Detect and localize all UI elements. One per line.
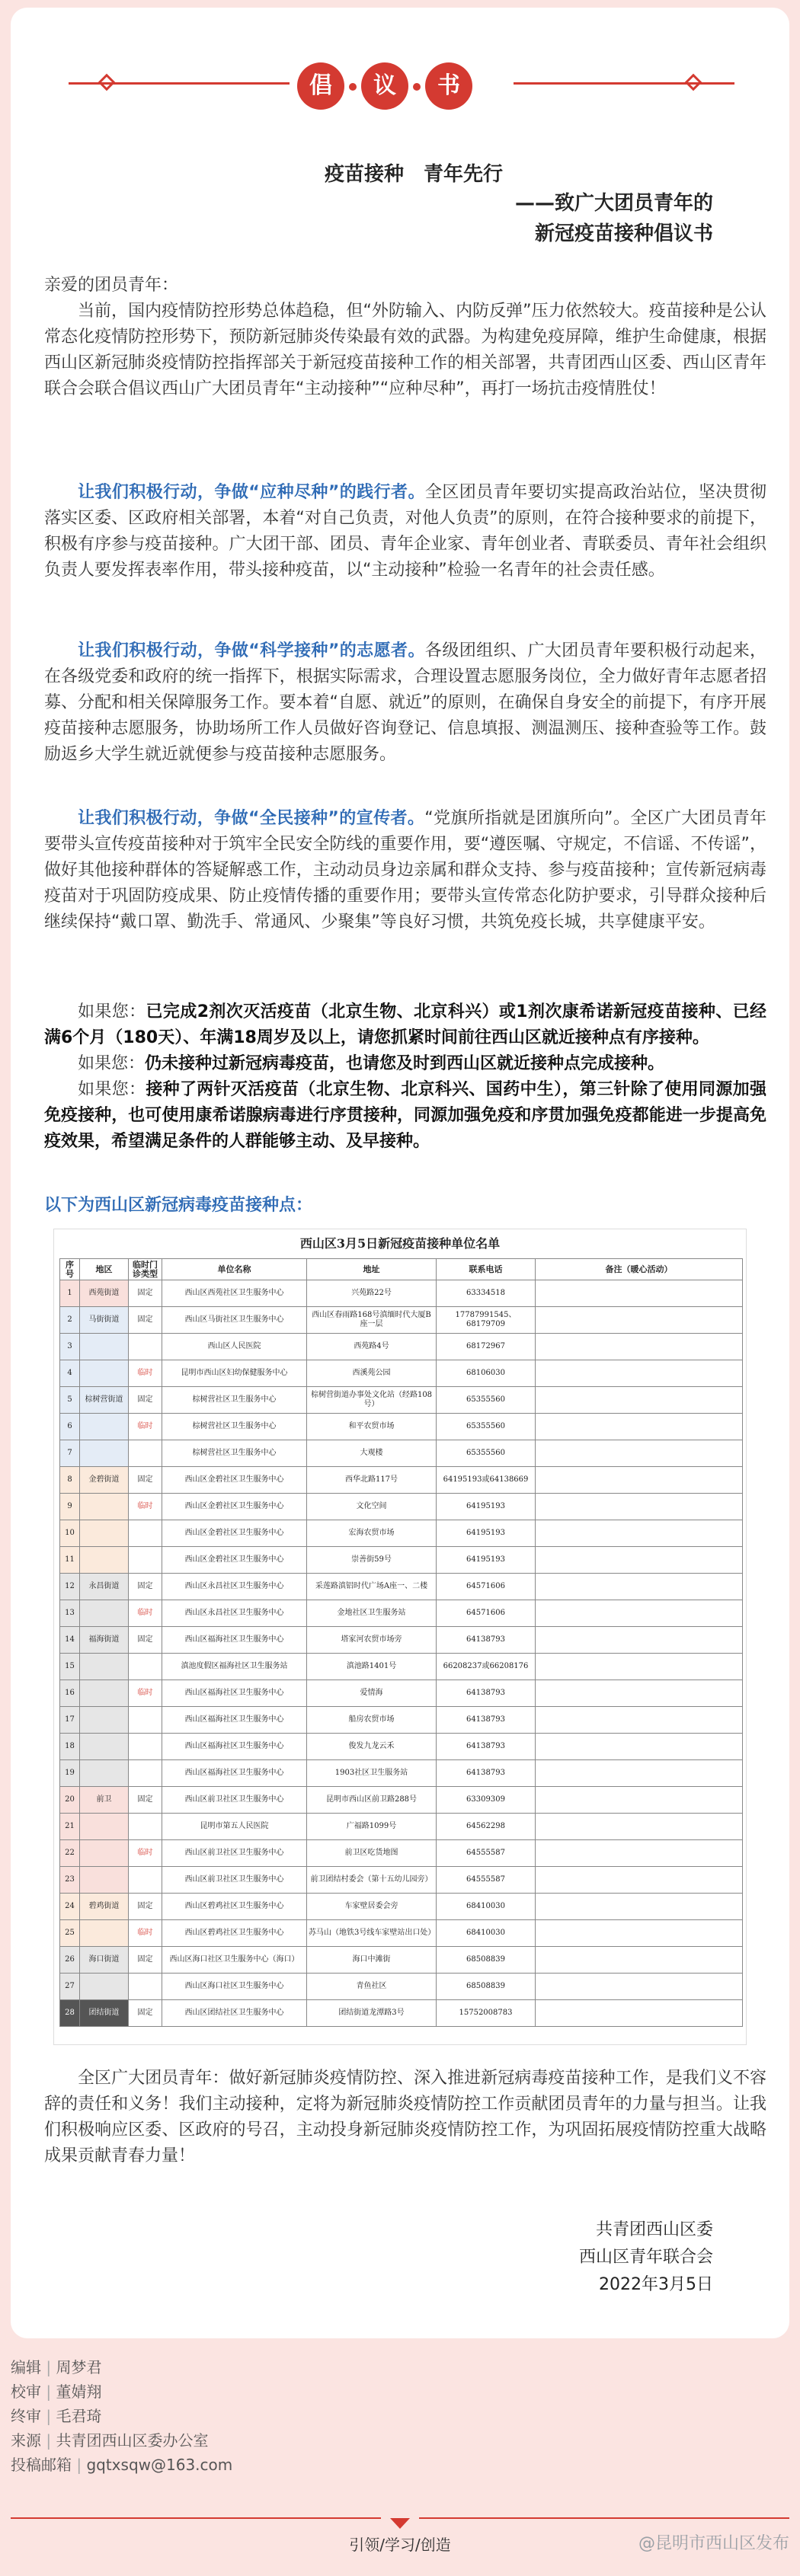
table-cell: 永昌街道 (80, 1574, 129, 1600)
table-cell: 24 (60, 1894, 80, 1920)
table-cell: 10 (60, 1520, 80, 1547)
table-cell: 海口中滩街 (307, 1947, 437, 1974)
table-cell: 西山区海口社区卫生服务中心（海口） (162, 1947, 307, 1974)
table-cell: 西溪苑公园 (307, 1360, 437, 1387)
table-cell: 西山区金碧社区卫生服务中心 (162, 1547, 307, 1574)
table-cell (80, 1814, 129, 1840)
table-cell: 前卫团结村委会（第十五幼儿园旁） (307, 1867, 437, 1894)
table-cell (536, 1734, 743, 1760)
table-cell (536, 1787, 743, 1814)
table-cell (536, 1547, 743, 1574)
table-cell: 金地社区卫生服务站 (307, 1600, 437, 1627)
table-cell: 64555587 (437, 1867, 536, 1894)
table-header-cell: 联系电话 (437, 1259, 536, 1280)
table-cell (536, 1440, 743, 1467)
table-cell: 18 (60, 1734, 80, 1760)
table-cell: 青鱼社区 (307, 1974, 437, 2000)
bottom-rule-left (11, 2517, 381, 2519)
table-cell (129, 1707, 162, 1734)
signature-date: 2022年3月5日 (599, 2275, 713, 2294)
table-cell: 西山区团结社区卫生服务中心 (162, 2000, 307, 2027)
initiative-3-text: “党旗所指就是团旗所向”。全区广大团员青年要带头宣传疫苗接种对于筑牢全民安全防线的重要作用，要“遵医嘱、守规定，不信谣、不传谣”，做好其他接种群体的答疑解惑工作，主动动员身边亲属和群众支持、参与疫苗接种；宣传新冠病毒疫苗对于巩固防疫成果、防止疫情传播的重要作用；要带头宣传常态化防护要求，引导群众接种后继续保持“戴口罩、勤洗手、常通风、少聚集”等良好习惯，共筑免疫长城，共享健康平安。 (44, 809, 767, 932)
table-cell: 固定 (129, 1894, 162, 1920)
table-cell: 15752008783 (437, 2000, 536, 2027)
table-cell: 宏海农贸市场 (307, 1520, 437, 1547)
table-cell (536, 1494, 743, 1520)
table-cell (536, 2000, 743, 2027)
table-cell: 西山区金碧社区卫生服务中心 (162, 1467, 307, 1494)
table-cell (536, 1894, 743, 1920)
table-row (60, 1387, 743, 1414)
table-cell: 西山区西苑社区卫生服务中心 (162, 1280, 307, 1307)
table-cell (129, 1334, 162, 1360)
table-row (60, 1734, 743, 1760)
table-cell: 塔家河农贸市场旁 (307, 1627, 437, 1654)
table-cell (80, 1360, 129, 1387)
table-cell (80, 1974, 129, 2000)
table-cell: 西山区人民医院 (162, 1334, 307, 1360)
table-cell: 西山区碧鸡社区卫生服务中心 (162, 1894, 307, 1920)
closing (44, 2066, 766, 2169)
table-cell: 马街街道 (80, 1307, 129, 1334)
table-cell: 68172967 (437, 1334, 536, 1360)
table-cell: 滇池路1401号 (307, 1654, 437, 1680)
table-row (60, 2000, 743, 2027)
doc-subtitle-line2: 新冠疫苗接种倡议书 (534, 222, 713, 245)
conditions (44, 999, 766, 1155)
table-cell: 64562298 (437, 1814, 536, 1840)
table-cell: 棕树营社区卫生服务中心 (162, 1387, 307, 1414)
table-row (60, 1840, 743, 1867)
table-cell (536, 1814, 743, 1840)
table-cell: 68106030 (437, 1360, 536, 1387)
table-cell: 西山区永昌社区卫生服务中心 (162, 1600, 307, 1627)
table-cell: 固定 (129, 1574, 162, 1600)
table-cell: 团结街道 (80, 2000, 129, 2027)
table-cell: 64138793 (437, 1760, 536, 1787)
initiative-3 (44, 806, 766, 935)
table-cell (129, 1654, 162, 1680)
table-cell: 西山区福海社区卫生服务中心 (162, 1760, 307, 1787)
table-cell: 文化空间 (307, 1494, 437, 1520)
table-header-cell: 临时门诊类型 (129, 1259, 162, 1280)
table-cell: 固定 (129, 1787, 162, 1814)
table-cell: 西苑街道 (80, 1280, 129, 1307)
table-cell: 西华北路117号 (307, 1467, 437, 1494)
table-header-row (60, 1259, 743, 1280)
table-row (60, 1360, 743, 1387)
table-row (60, 1867, 743, 1894)
table-cell: 65355560 (437, 1414, 536, 1440)
initiative-1 (44, 480, 766, 583)
table-cell: 西山区前卫社区卫生服务中心 (162, 1867, 307, 1894)
table-cell: 西山区福海社区卫生服务中心 (162, 1680, 307, 1707)
table-row (60, 1627, 743, 1654)
table-cell (80, 1760, 129, 1787)
table-cell: 和平农贸市场 (307, 1414, 437, 1440)
content-card (11, 8, 789, 2338)
table-cell (80, 1654, 129, 1680)
table-cell: 固定 (129, 1467, 162, 1494)
closing-paragraph: 全区广大团员青年：做好新冠肺炎疫情防控、深入推进新冠病毒疫苗接种工作，是我们义不容辞的责任和义务！我们主动接种，定将为新冠肺炎疫情防控工作贡献团员青年的力量与担当。让我们积极响应区委、区政府的号召，主动投身新冠肺炎疫情防控工作，为巩固拓展疫情防控重大战略成果贡献青春力量！ (44, 2069, 766, 2165)
table-header-cell: 地区 (80, 1259, 129, 1280)
table-cell (129, 1760, 162, 1787)
table-cell: 固定 (129, 1627, 162, 1654)
table-cell: 西苑路4号 (307, 1334, 437, 1360)
table-cell (536, 1654, 743, 1680)
table-row (60, 1760, 743, 1787)
table-cell: 11 (60, 1547, 80, 1574)
table-cell: 棕树营街道 (80, 1387, 129, 1414)
table-cell (80, 1600, 129, 1627)
table-cell: 昆明市西山区妇幼保健服务中心 (162, 1360, 307, 1387)
condition-2: 如果您：仍未接种过新冠病毒疫苗，也请您及时到西山区就近接种点完成接种。 (78, 1054, 665, 1073)
table-cell (80, 1547, 129, 1574)
banner-char-3: 书 (425, 62, 472, 110)
table-row (60, 1787, 743, 1814)
table-cell: 9 (60, 1494, 80, 1520)
table-row (60, 1494, 743, 1520)
table-cell: 固定 (129, 1947, 162, 1974)
table-cell: 27 (60, 1974, 80, 2000)
signature-org1: 共青团西山区委 (595, 2220, 713, 2239)
table-header-cell: 序号 (60, 1259, 80, 1280)
table-cell: 西山区前卫社区卫生服务中心 (162, 1787, 307, 1814)
banner-char-1: 倡 (297, 62, 344, 110)
table-cell: 15 (60, 1654, 80, 1680)
table-cell (80, 1840, 129, 1867)
table-cell (129, 1520, 162, 1547)
table-cell: 西山区金碧社区卫生服务中心 (162, 1520, 307, 1547)
banner-diamond-icon-right (685, 74, 702, 91)
table-cell: 64138793 (437, 1707, 536, 1734)
table-cell: 大观楼 (307, 1440, 437, 1467)
credit-proof: 校审 | 董婧翔 (11, 2383, 102, 2401)
table-row (60, 1974, 743, 2000)
table-cell: 1903社区卫生服务站 (307, 1760, 437, 1787)
table-cell (80, 1920, 129, 1947)
table-row (60, 1334, 743, 1360)
table-cell (80, 1414, 129, 1440)
table-cell (536, 1974, 743, 2000)
table-cell: 20 (60, 1787, 80, 1814)
table-cell: 固定 (129, 1280, 162, 1307)
table-cell (536, 1467, 743, 1494)
vaccination-site-table (59, 1258, 743, 2027)
table-cell: 1 (60, 1280, 80, 1307)
table-row (60, 1707, 743, 1734)
table-cell: 西山区永昌社区卫生服务中心 (162, 1574, 307, 1600)
table-row (60, 1654, 743, 1680)
table-cell (536, 1867, 743, 1894)
table-cell (129, 1814, 162, 1840)
table-cell: 棕树营街道办事处文化站（经路108号） (307, 1387, 437, 1414)
triangle-down-icon (390, 2518, 410, 2529)
table-row (60, 1440, 743, 1467)
table-cell (80, 1334, 129, 1360)
table-cell: 临时 (129, 1840, 162, 1867)
table-cell: 17 (60, 1707, 80, 1734)
table-cell (536, 1280, 743, 1307)
table-cell (80, 1440, 129, 1467)
doc-title: 疫苗接种 青年先行 (325, 163, 504, 186)
table-cell (80, 1734, 129, 1760)
table-cell (80, 1680, 129, 1707)
bottom-slogan: 引领/学习/创造 (349, 2536, 451, 2554)
intro-paragraph: 当前，国内疫情防控形势总体趋稳，但“外防输入、内防反弹”压力依然较大。疫苗接种是公认常态化疫情防控形势下，预防新冠肺炎传染最有效的武器。为构建免疫屏障，维护生命健康，根据西山区新冠肺炎疫情防控指挥部关于新冠疫苗接种工作的相关部署，共青团西山区委、西山区青年联合会联合倡议西山广大团员青年“主动接种”“应种尽种”，再打一场抗击疫情胜仗！ (44, 302, 766, 398)
condition-1: 如果您：已完成2剂次灭活疫苗（北京生物、北京科兴）或1剂次康希诺新冠疫苗接种、已经满6个月（180天）、年满18周岁及以上，请您抓紧时间前往西山区就近接种点有序接种。 (44, 1002, 766, 1047)
table-cell: 临时 (129, 1414, 162, 1440)
table-cell (536, 1627, 743, 1654)
table-cell (129, 1867, 162, 1894)
table-cell: 固定 (129, 1307, 162, 1334)
table-cell: 23 (60, 1867, 80, 1894)
table-row (60, 1894, 743, 1920)
table-cell: 19 (60, 1760, 80, 1787)
table-cell: 苏马山（地铁3号线车家壁站出口处） (307, 1920, 437, 1947)
table-cell: 22 (60, 1840, 80, 1867)
table-cell (129, 1734, 162, 1760)
table-header-cell: 地址 (307, 1259, 437, 1280)
table-cell: 西山区马街社区卫生服务中心 (162, 1307, 307, 1334)
table-cell: 棕树营社区卫生服务中心 (162, 1414, 307, 1440)
table-cell: 16 (60, 1680, 80, 1707)
table-cell: 西山区福海社区卫生服务中心 (162, 1707, 307, 1734)
table-cell (536, 1307, 743, 1334)
table-cell (536, 1334, 743, 1360)
banner-char-2: 议 (361, 62, 408, 110)
table-cell (536, 1680, 743, 1707)
banner-dot (349, 83, 357, 91)
table-cell: 25 (60, 1920, 80, 1947)
table-cell: 昆明市第五人民医院 (162, 1814, 307, 1840)
table-cell: 64138793 (437, 1734, 536, 1760)
table-cell: 碧鸡街道 (80, 1894, 129, 1920)
table-cell (80, 1494, 129, 1520)
table-cell: 64555587 (437, 1840, 536, 1867)
table-cell: 14 (60, 1627, 80, 1654)
table-cell: 65355560 (437, 1440, 536, 1467)
initiative-1-text: 全区团员青年要切实提高政治站位，坚决贯彻落实区委、区政府相关部署，本着“对自己负责，对他人负责”的原则，在符合接种要求的前提下，积极有序参与疫苗接种。广大团干部、团员、青年企业家、青年创业者、青联委员、青年社会组织负责人要发挥表率作用，带头接种疫苗，以“主动接种”检验一名青年的社会责任感。 (44, 483, 766, 580)
table-cell (536, 1574, 743, 1600)
table-cell: 8 (60, 1467, 80, 1494)
table-cell: 65355560 (437, 1387, 536, 1414)
table-cell: 昆明市西山区前卫路288号 (307, 1787, 437, 1814)
table-cell: 7 (60, 1440, 80, 1467)
table-cell: 采莲路滇铝时代广场A座一、二楼 (307, 1574, 437, 1600)
table-cell: 临时 (129, 1494, 162, 1520)
table-cell (129, 1440, 162, 1467)
table-cell (129, 1547, 162, 1574)
table-cell: 64138793 (437, 1627, 536, 1654)
table-cell: 21 (60, 1814, 80, 1840)
table-cell (536, 1840, 743, 1867)
table-cell: 车家壁居委会旁 (307, 1894, 437, 1920)
table-row (60, 1547, 743, 1574)
table-cell: 金碧街道 (80, 1467, 129, 1494)
table-cell: 西山区福海社区卫生服务中心 (162, 1734, 307, 1760)
doc-subtitle-line1: ——致广大团员青年的 (514, 192, 713, 215)
initiative-2-lead: 让我们积极行动，争做“科学接种”的志愿者。 (78, 641, 425, 660)
table-cell: 西山区福海社区卫生服务中心 (162, 1627, 307, 1654)
table-cell: 26 (60, 1947, 80, 1974)
table-cell: 2 (60, 1307, 80, 1334)
table-cell: 西山区碧鸡社区卫生服务中心 (162, 1920, 307, 1947)
table-cell: 63334518 (437, 1280, 536, 1307)
table-cell: 64138793 (437, 1680, 536, 1707)
table-cell: 64195193 (437, 1494, 536, 1520)
table-cell: 64195193 (437, 1547, 536, 1574)
signature-org2: 西山区青年联合会 (578, 2248, 713, 2267)
table-cell: 64195193或64138669 (437, 1467, 536, 1494)
table-cell: 海口街道 (80, 1947, 129, 1974)
table-cell: 临时 (129, 1920, 162, 1947)
table-cell: 爱情海 (307, 1680, 437, 1707)
table-row (60, 1574, 743, 1600)
banner-dot (413, 83, 421, 91)
table-cell: 前卫区吃货地图 (307, 1840, 437, 1867)
table-cell: 12 (60, 1574, 80, 1600)
table-cell (536, 1360, 743, 1387)
table-cell: 68410030 (437, 1920, 536, 1947)
table-cell: 66208237或66208176 (437, 1654, 536, 1680)
table-cell (536, 1387, 743, 1414)
table-cell: 3 (60, 1334, 80, 1360)
table-cell: 固定 (129, 2000, 162, 2027)
table-row (60, 1947, 743, 1974)
table-cell (536, 1414, 743, 1440)
table-row (60, 1467, 743, 1494)
table-cell (536, 1760, 743, 1787)
table-cell: 滇池度假区福海社区卫生服务站 (162, 1654, 307, 1680)
table-cell: 17787991545、68179709 (437, 1307, 536, 1334)
table-cell (536, 1520, 743, 1547)
bottom-rule-right (419, 2517, 789, 2519)
table-cell: 固定 (129, 1387, 162, 1414)
table-cell: 西山区春雨路168号滇缅时代大厦B座一层 (307, 1307, 437, 1334)
table-cell: 崇善街59号 (307, 1547, 437, 1574)
table-cell: 团结街道龙潭路3号 (307, 2000, 437, 2027)
credit-final: 终审 | 毛君琦 (11, 2407, 102, 2425)
table-cell (129, 1974, 162, 2000)
table-cell: 俊发九龙云禾 (307, 1734, 437, 1760)
table-cell: 西山区海口社区卫生服务中心 (162, 1974, 307, 2000)
table-row (60, 1920, 743, 1947)
table-cell: 4 (60, 1360, 80, 1387)
vaccination-site-heading: 以下为西山区新冠病毒疫苗接种点： (44, 1196, 313, 1215)
table-cell: 5 (60, 1387, 80, 1414)
watermark: @昆明市西山区发布 (638, 2534, 789, 2553)
credit-mail: 投稿邮箱 | gqtxsqw@163.com (11, 2456, 233, 2474)
table-cell: 前卫 (80, 1787, 129, 1814)
banner-diamond-icon-left (98, 74, 116, 91)
table-body (60, 1280, 743, 2027)
table-cell (80, 1707, 129, 1734)
table-header-cell: 备注（暖心活动） (536, 1259, 743, 1280)
credit-source: 来源 | 共青团西山区委办公室 (11, 2431, 209, 2450)
table-cell (536, 1600, 743, 1627)
table-row (60, 1680, 743, 1707)
table-cell: 64195193 (437, 1520, 536, 1547)
initiative-1-lead: 让我们积极行动，争做“应种尽种”的践行者。 (78, 483, 425, 502)
table-cell (80, 1867, 129, 1894)
table-cell: 兴苑路22号 (307, 1280, 437, 1307)
table-cell (536, 1920, 743, 1947)
table-cell: 64571606 (437, 1574, 536, 1600)
table-cell: 西山区金碧社区卫生服务中心 (162, 1494, 307, 1520)
table-row (60, 1600, 743, 1627)
table-cell: 船房农贸市场 (307, 1707, 437, 1734)
table-cell: 西山区前卫社区卫生服务中心 (162, 1840, 307, 1867)
credit-editor: 编辑 | 周梦君 (11, 2358, 102, 2376)
table-cell: 6 (60, 1414, 80, 1440)
table-cell: 临时 (129, 1360, 162, 1387)
body-intro (44, 273, 766, 402)
table-row (60, 1307, 743, 1334)
table-cell: 63309309 (437, 1787, 536, 1814)
table-row (60, 1520, 743, 1547)
initiative-3-lead: 让我们积极行动，争做“全民接种”的宣传者。 (78, 809, 425, 828)
table-row (60, 1414, 743, 1440)
table-cell (80, 1520, 129, 1547)
table-cell: 28 (60, 2000, 80, 2027)
table-cell: 临时 (129, 1600, 162, 1627)
table-cell: 64571606 (437, 1600, 536, 1627)
table-cell: 棕树营社区卫生服务中心 (162, 1440, 307, 1467)
table-cell: 68508839 (437, 1974, 536, 2000)
table-cell: 68508839 (437, 1947, 536, 1974)
table-cell (536, 1947, 743, 1974)
table-row (60, 1814, 743, 1840)
table-cell: 68410030 (437, 1894, 536, 1920)
table-title: 西山区3月5日新冠疫苗接种单位名单 (299, 1236, 501, 1251)
table-cell (536, 1707, 743, 1734)
table-row (60, 1280, 743, 1307)
vaccination-site-table-image (53, 1229, 747, 2045)
table-header-cell: 单位名称 (162, 1259, 307, 1280)
table-cell: 13 (60, 1600, 80, 1627)
condition-3: 如果您：接种了两针灭活疫苗（北京生物、北京科兴、国药中生），第三针除了使用同源加强免疫接种，也可使用康希诺腺病毒进行序贯接种，同源加强免疫和序贯加强免疫都能进一步提高免疫效果，希望满足条件的人群能够主动、及早接种。 (44, 1080, 766, 1151)
initiative-2 (44, 638, 766, 768)
greeting: 亲爱的团员青年： (44, 276, 179, 295)
table-cell: 广福路1099号 (307, 1814, 437, 1840)
initiative-2-text: 各级团组织、广大团员青年要积极行动起来，在各级党委和政府的统一指挥下，根据实际需求，合理设置志愿服务岗位，全力做好青年志愿者招募、分配和相关保障服务工作。要本着“自愿、就近”的原则，在确保自身安全的前提下，有序开展疫苗接种志愿服务，协助场所工作人员做好咨询登记、信息填报、测温测压、接种查验等工作。鼓励返乡大学生就近就便参与疫苗接种志愿服务。 (44, 641, 766, 764)
table-cell: 临时 (129, 1680, 162, 1707)
table-cell: 福海街道 (80, 1627, 129, 1654)
